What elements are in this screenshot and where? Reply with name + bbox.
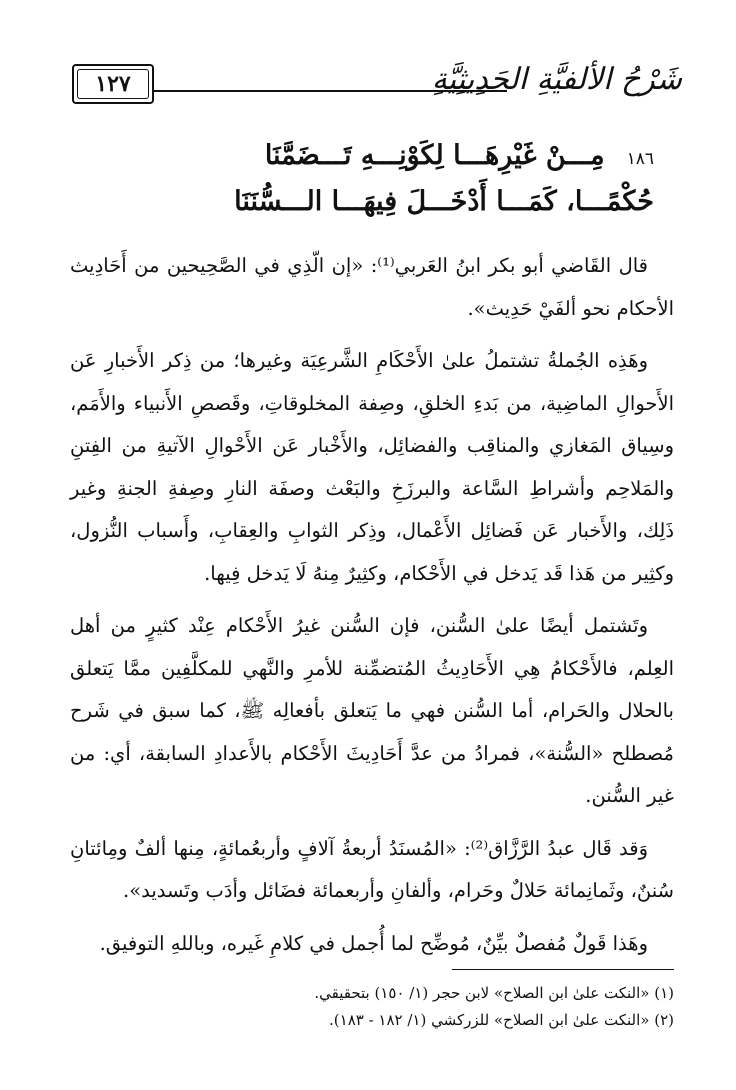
footnote-2: (٢) «النكت علىٰ ابن الصلاح» للزركشي (١/ ١٨٢ - ١٨٣).	[329, 1011, 674, 1029]
page-header	[72, 62, 682, 112]
footnotes	[70, 980, 674, 1034]
verse-line-1-text: مِـــنْ غَيْرِهَـــا لِكَوْنِـــهِ تَـــضَمَّنَا	[264, 140, 605, 171]
paragraph: وتَشتمل أيضًا علىٰ السُّنن، فإن السُّنن غيرُ الأَحْكام عِنْد كثيرٍ من أهل العِلم، فالأَحْكامُ هِي الأَحَادِيثُ المُتضمِّنة للأمرِ والنَّهي للمكلَّفِين ممَّا يَتعلق بالحلال والحَرام، أما السُّنن فهي ما يَتعلق بأفعالِه ﷺ، كما سبق في شَرح مُصطلح «السُّنة»، فمرادُ من عدَّ أَحَادِيثَ الأَحْكام بالأَعدادِ السابقة، أي: من غير السُّنن.	[70, 614, 674, 807]
footnote-rule	[452, 969, 674, 970]
book-title: شَرْحُ الألفيَّةِ الحَدِيثِيَّةِ	[431, 62, 682, 97]
paragraph: وَقد قَال عبدُ الرَّزَّاق⁽²⁾: «المُسنَدُ أربعةُ آلافٍ وأربعُمائةٍ، مِنها ألفٌ ومِائتانِ سُننٌ، وثَمانِمائة حَلالٌ وحَرام، وألفانِ وأربعمائة فضَائل وأدَب وتَسديد».	[70, 836, 674, 902]
paragraph: وهَذا قَولٌ مُفصلٌ بيِّنٌ، مُوضِّح لما أُجمل في كلامِ غَيره، وباللهِ التوفيق.	[99, 931, 648, 955]
footnote-1: (١) «النكت علىٰ ابن الصلاح» لابن حجر (١/ ١٥٠) بتحقيقي.	[314, 984, 674, 1002]
page-number: ١٢٧	[72, 64, 154, 104]
verse-number: ١٨٦	[626, 149, 654, 169]
verse-line-2: حُكْمًـــا، كَمَـــا أَدْخَـــلَ فِيهَـــا الـــسُّنَنَا	[234, 186, 654, 217]
paragraph: وهَذِه الجُملةُ تشتملُ علىٰ الأَحْكَامِ الشَّرعِيَة وغيرها؛ من ذِكر الأَخبارِ عَن الأَحوالِ الماضِية، من بَدءِ الخلقِ، وصِفة المخلوقاتِ، وقَصصِ الأَنبياء والأَمَم، وسِياق المَغازي والمناقِب والفضائِل، والأَخْبار عَن الأَحْوالِ الآتيةِ من الفِتنِ والمَلاحِم وأشراطِ السَّاعة والبرزَخِ والبَعْث وصفَة النارِ وصِفةِ الجنةِ وغير ذَلِك، والأَخبار عَن فَضائِل الأَعْمال، وذِكر الثوابِ والعِقابِ، وأَسباب النُّزول، وكثِير من هَذا قَد يَدخل في الأَحْكام، وكثِيرٌ مِنهُ لَا يَدخل فِيها.	[70, 349, 674, 585]
verse-line-1	[265, 140, 654, 171]
paragraph: قال القَاضي أبو بكر ابنُ العَربي⁽¹⁾: «إن الّذِي في الصَّحِيحين من أَحَادِيث الأحكام نحو ألفَيْ حَدِيث».	[70, 254, 674, 320]
body-text	[70, 245, 674, 975]
